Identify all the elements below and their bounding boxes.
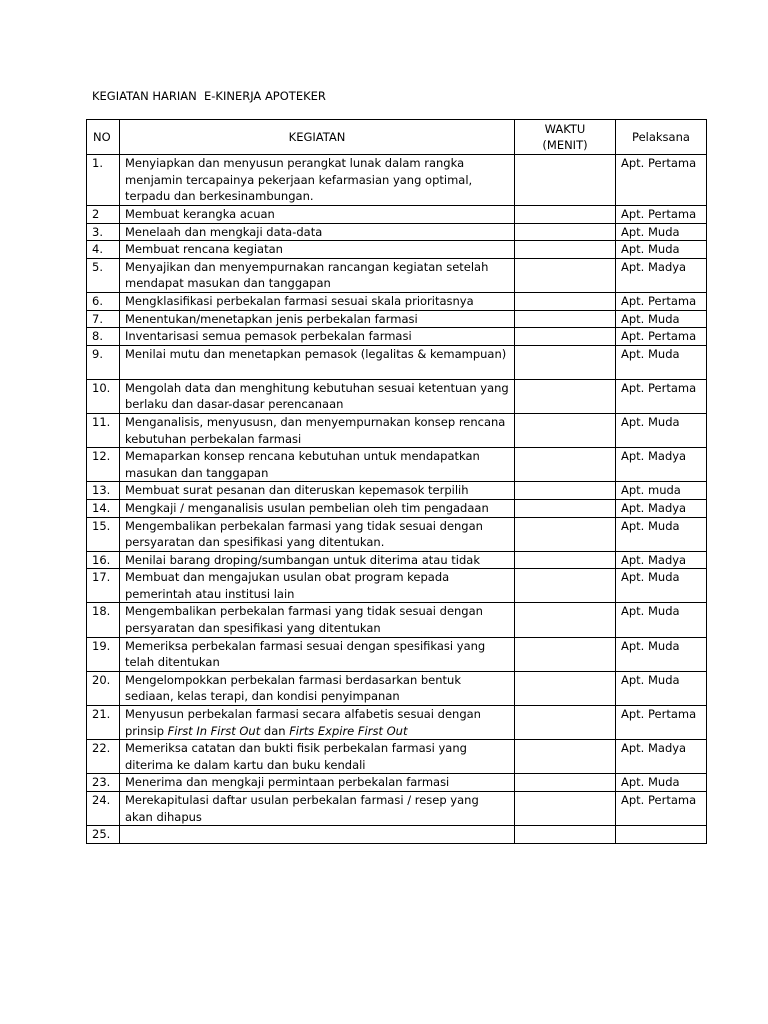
row-kegiatan: Mengembalikan perbekalan farmasi yang tidak sesuai dengan persyaratan dan spesifikasi yang ditentukan [120,603,515,637]
table-row [87,569,707,603]
row-pelaksana: Apt. Muda [616,603,707,637]
row-kegiatan: Merekapitulasi daftar usulan perbekalan farmasi / resep yang akan dihapus [120,792,515,826]
row-no: 18. [87,603,120,637]
row-pelaksana: Apt. Madya [616,551,707,569]
row-waktu [515,826,616,844]
row-no: 16. [87,551,120,569]
row-waktu [515,792,616,826]
row-kegiatan: Menilai mutu dan menetapkan pemasok (legalitas & kemampuan) [120,345,515,379]
row-pelaksana [616,826,707,844]
table-row [87,206,707,224]
row-waktu [515,671,616,705]
row-waktu [515,292,616,310]
row-pelaksana: Apt. Muda [616,517,707,551]
table-row [87,310,707,328]
header-pelaksana: Pelaksana [616,120,707,155]
table-row [87,551,707,569]
table-row [87,448,707,482]
row-waktu [515,774,616,792]
row-kegiatan: Menganalisis, menyususn, dan menyempurnakan konsep rencana kebutuhan perbekalan farmasi [120,413,515,447]
header-waktu [515,120,616,155]
row-pelaksana: Apt. Muda [616,774,707,792]
header-waktu-label: WAKTU (MENIT) [542,122,588,152]
row-pelaksana: Apt. Pertama [616,706,707,740]
table-row [87,517,707,551]
row-waktu [515,258,616,292]
table-row [87,740,707,774]
row-no: 25. [87,826,120,844]
row-waktu [515,706,616,740]
row-pelaksana: Apt. Muda [616,671,707,705]
row-waktu [515,569,616,603]
row-kegiatan-italic: Firts Expire First Out [289,723,408,738]
row-waktu [515,517,616,551]
row-waktu [515,413,616,447]
row-no: 20. [87,671,120,705]
table-row [87,482,707,500]
row-waktu [515,328,616,346]
row-waktu [515,482,616,500]
row-kegiatan: Memaparkan konsep rencana kebutuhan untuk mendapatkan masukan dan tanggapan [120,448,515,482]
table-row [87,637,707,671]
row-no: 13. [87,482,120,500]
row-kegiatan: Memeriksa perbekalan farmasi sesuai dengan spesifikasi yang telah ditentukan [120,637,515,671]
row-kegiatan: Mengklasifikasi perbekalan farmasi sesuai skala prioritasnya [120,292,515,310]
row-no: 17. [87,569,120,603]
row-pelaksana: Apt. Madya [616,258,707,292]
table-row [87,826,707,844]
table-row [87,706,707,740]
row-pelaksana: Apt. Muda [616,345,707,379]
row-pelaksana: Apt. Muda [616,637,707,671]
row-waktu [515,448,616,482]
document-title: KEGIATAN HARIAN E-KINERJA APOTEKER [92,89,326,103]
table-row [87,241,707,259]
row-pelaksana: Apt. Pertama [616,379,707,413]
row-waktu [515,379,616,413]
row-no: 23. [87,774,120,792]
row-waktu [515,223,616,241]
row-kegiatan: Menelaah dan mengkaji data-data [120,223,515,241]
row-kegiatan: Membuat dan mengajukan usulan obat program kepada pemerintah atau institusi lain [120,569,515,603]
row-pelaksana: Apt. Muda [616,241,707,259]
row-kegiatan: Menilai barang droping/sumbangan untuk diterima atau tidak [120,551,515,569]
table-row [87,671,707,705]
row-no: 19. [87,637,120,671]
row-pelaksana: Apt. Madya [616,740,707,774]
table-header-row [87,120,707,155]
row-pelaksana: Apt. Muda [616,569,707,603]
row-kegiatan: Mengkaji / menganalisis usulan pembelian oleh tim pengadaan [120,499,515,517]
row-no: 22. [87,740,120,774]
row-no: 4. [87,241,120,259]
row-no: 8. [87,328,120,346]
row-no: 7. [87,310,120,328]
row-kegiatan: Inventarisasi semua pemasok perbekalan farmasi [120,328,515,346]
table-row [87,603,707,637]
row-waktu [515,740,616,774]
row-waktu [515,241,616,259]
row-kegiatan-text: Menyusun perbekalan farmasi secara alfabetis sesuai dengan prinsip [125,707,481,738]
row-pelaksana: Apt. Madya [616,499,707,517]
row-pelaksana: Apt. Muda [616,413,707,447]
row-kegiatan-italic: First In First Out [167,723,261,738]
row-pelaksana: Apt. Pertama [616,155,707,206]
row-no: 11. [87,413,120,447]
table-row [87,328,707,346]
row-waktu [515,499,616,517]
row-pelaksana: Apt. Pertama [616,292,707,310]
row-no: 1. [87,155,120,206]
row-kegiatan: Mengembalikan perbekalan farmasi yang tidak sesuai dengan persyaratan dan spesifikasi yang ditentukan. [120,517,515,551]
row-kegiatan: Mengolah data dan menghitung kebutuhan sesuai ketentuan yang berlaku dan dasar-dasar perencanaan [120,379,515,413]
row-kegiatan: Memeriksa catatan dan bukti fisik perbekalan farmasi yang diterima ke dalam kartu dan buku kendali [120,740,515,774]
row-no: 24. [87,792,120,826]
row-waktu [515,603,616,637]
row-waktu [515,206,616,224]
row-no: 5. [87,258,120,292]
row-no: 12. [87,448,120,482]
row-pelaksana: Apt. Muda [616,310,707,328]
table-row [87,155,707,206]
activity-table [86,119,707,844]
row-no: 2 [87,206,120,224]
table-row [87,379,707,413]
row-kegiatan: Menyajikan dan menyempurnakan rancangan kegiatan setelah mendapat masukan dan tanggapan [120,258,515,292]
row-waktu [515,310,616,328]
row-pelaksana: Apt. Pertama [616,206,707,224]
row-waktu [515,551,616,569]
header-no: NO [87,120,120,155]
row-kegiatan: Menentukan/menetapkan jenis perbekalan farmasi [120,310,515,328]
row-kegiatan [120,826,515,844]
row-no: 6. [87,292,120,310]
row-kegiatan: Mengelompokkan perbekalan farmasi berdasarkan bentuk sediaan, kelas terapi, dan kondisi penyimpanan [120,671,515,705]
row-kegiatan: Menyiapkan dan menyusun perangkat lunak dalam rangka menjamin tercapainya pekerjaan kefarmasian yang optimal, terpadu dan berkesinambungan. [120,155,515,206]
header-kegiatan: KEGIATAN [120,120,515,155]
row-no: 14. [87,499,120,517]
table-row [87,345,707,379]
row-waktu [515,637,616,671]
table-row [87,413,707,447]
row-kegiatan: Membuat rencana kegiatan [120,241,515,259]
row-waktu [515,155,616,206]
row-kegiatan: Menerima dan mengkaji permintaan perbekalan farmasi [120,774,515,792]
row-pelaksana: Apt. Pertama [616,328,707,346]
row-no: 15. [87,517,120,551]
row-pelaksana: Apt. Madya [616,448,707,482]
row-kegiatan [120,706,515,740]
row-no: 10. [87,379,120,413]
row-no: 9. [87,345,120,379]
row-no: 3. [87,223,120,241]
row-kegiatan: Membuat kerangka acuan [120,206,515,224]
row-pelaksana: Apt. muda [616,482,707,500]
table-row [87,292,707,310]
row-kegiatan: Membuat surat pesanan dan diteruskan kepemasok terpilih [120,482,515,500]
row-kegiatan-text: dan [260,723,290,738]
table-row [87,258,707,292]
row-pelaksana: Apt. Pertama [616,792,707,826]
table-row [87,774,707,792]
table-row [87,499,707,517]
table-row [87,223,707,241]
row-no: 21. [87,706,120,740]
row-pelaksana: Apt. Muda [616,223,707,241]
row-waktu [515,345,616,379]
table-row [87,792,707,826]
